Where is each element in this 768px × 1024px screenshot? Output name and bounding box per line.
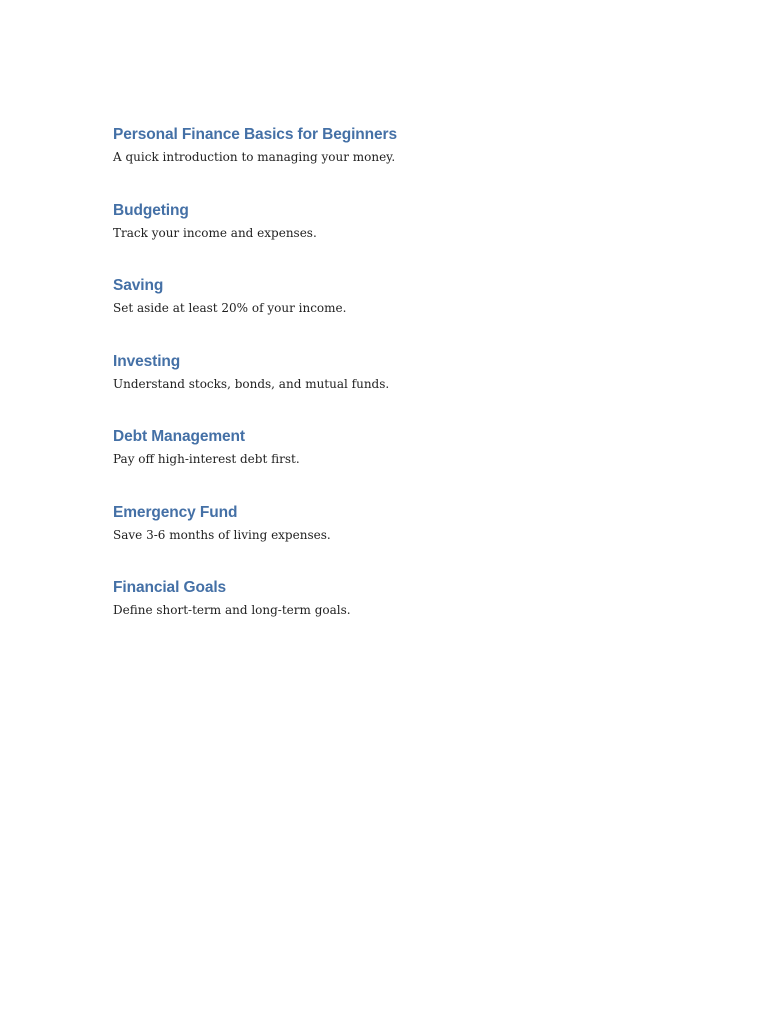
section-text: Define short-term and long-term goals. bbox=[113, 603, 351, 617]
document-title: Personal Finance Basics for Beginners bbox=[113, 126, 398, 143]
section-heading: Financial Goals bbox=[113, 579, 227, 596]
section-financial-goals bbox=[113, 577, 673, 653]
document-subtitle: A quick introduction to managing your money. bbox=[113, 150, 396, 164]
section-investing bbox=[113, 351, 673, 427]
section-text: Understand stocks, bonds, and mutual funds. bbox=[113, 376, 390, 391]
section-heading: Budgeting bbox=[113, 201, 189, 219]
section-saving bbox=[113, 275, 673, 351]
section-heading: Emergency Fund bbox=[113, 503, 238, 521]
section-debt-management bbox=[113, 426, 673, 502]
section-text: Track your income and expenses. bbox=[113, 225, 317, 240]
section-heading: Investing bbox=[113, 352, 181, 370]
document-page bbox=[113, 124, 673, 653]
section-text: Set aside at least 20% of your income. bbox=[113, 301, 347, 315]
section-text: Pay off high-interest debt first. bbox=[113, 452, 300, 466]
section-heading: Saving bbox=[113, 277, 164, 294]
section-emergency-fund bbox=[113, 502, 673, 578]
title-section bbox=[113, 124, 673, 200]
section-budgeting bbox=[113, 200, 673, 276]
section-text: Save 3-6 months of living expenses. bbox=[113, 527, 331, 542]
section-heading: Debt Management bbox=[113, 428, 245, 445]
